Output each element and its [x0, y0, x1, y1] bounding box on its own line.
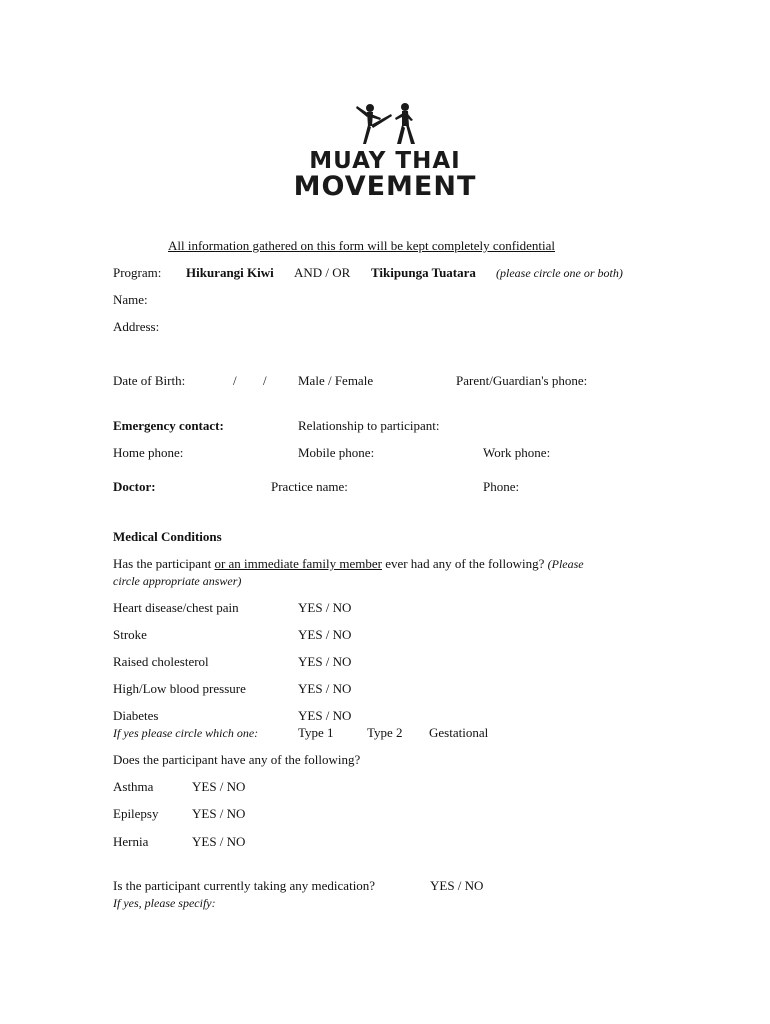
- participant-answer-asthma[interactable]: YES / NO: [192, 779, 246, 794]
- condition-answer-stroke[interactable]: YES / NO: [298, 627, 352, 642]
- medication-question: Is the participant currently taking any medication?: [113, 878, 376, 893]
- diabetes-type-1[interactable]: Type 1: [298, 725, 334, 740]
- participant-label-hernia: Hernia: [113, 834, 149, 849]
- confidential-notice: All information gathered on this form will be kept completely confidential: [168, 238, 556, 253]
- program-option-hikurangi[interactable]: Hikurangi Kiwi: [186, 265, 274, 280]
- program-hint: (please circle one or both): [496, 266, 623, 280]
- medication-hint: If yes, please specify:: [113, 896, 216, 910]
- address-label: Address:: [113, 319, 160, 334]
- condition-answer-blood-pressure[interactable]: YES / NO: [298, 681, 352, 696]
- diabetes-type-2[interactable]: Type 2: [367, 725, 403, 740]
- program-option-tikipunga[interactable]: Tikipunga Tuatara: [371, 265, 476, 280]
- doctor-phone-label: Phone:: [483, 479, 520, 494]
- relationship-label: Relationship to participant:: [298, 418, 440, 433]
- practice-name-label: Practice name:: [271, 479, 348, 494]
- work-phone-label: Work phone:: [483, 445, 551, 460]
- dob-separator-1: /: [233, 373, 237, 388]
- medication-answer[interactable]: YES / NO: [430, 878, 484, 893]
- medical-heading: Medical Conditions: [113, 529, 222, 544]
- logo-line-1: MUAY THAI: [309, 148, 461, 174]
- doctor-label: Doctor:: [113, 479, 156, 494]
- parent-phone-label: Parent/Guardian's phone:: [456, 373, 588, 388]
- condition-answer-heart[interactable]: YES / NO: [298, 600, 352, 615]
- participant-label-epilepsy: Epilepsy: [113, 806, 159, 821]
- emergency-contact-label: Emergency contact:: [113, 418, 224, 433]
- program-label: Program:: [113, 265, 162, 280]
- condition-label-cholesterol: Raised cholesterol: [113, 654, 209, 669]
- home-phone-label: Home phone:: [113, 445, 184, 460]
- dob-label: Date of Birth:: [113, 373, 186, 388]
- condition-label-diabetes: Diabetes: [113, 708, 159, 723]
- condition-label-stroke: Stroke: [113, 627, 147, 642]
- dob-separator-2: /: [263, 373, 267, 388]
- mobile-phone-label: Mobile phone:: [298, 445, 375, 460]
- participant-answer-hernia[interactable]: YES / NO: [192, 834, 246, 849]
- condition-answer-diabetes[interactable]: YES / NO: [298, 708, 352, 723]
- medical-question-pre: Has the participant: [113, 556, 215, 571]
- name-label: Name:: [113, 292, 148, 307]
- logo-line-2: MOVEMENT: [293, 171, 477, 202]
- condition-label-blood-pressure: High/Low blood pressure: [113, 681, 246, 696]
- medical-question-post: ever had any of the following?: [381, 556, 545, 571]
- condition-answer-cholesterol[interactable]: YES / NO: [298, 654, 352, 669]
- participant-answer-epilepsy[interactable]: YES / NO: [192, 806, 246, 821]
- participant-label-asthma: Asthma: [113, 779, 154, 794]
- medical-question-underlined: or an immediate family member: [214, 556, 382, 571]
- diabetes-gestational[interactable]: Gestational: [429, 725, 489, 740]
- logo: [290, 96, 480, 206]
- diabetes-hint: If yes please circle which one:: [113, 726, 259, 740]
- medical-question: [113, 556, 584, 572]
- condition-label-heart: Heart disease/chest pain: [113, 600, 239, 615]
- medical-question-hint-2: circle appropriate answer): [113, 574, 242, 588]
- fighters-icon: [347, 100, 427, 148]
- participant-question: Does the participant have any of the following?: [113, 752, 361, 767]
- program-joiner: AND / OR: [294, 265, 351, 280]
- gender-options[interactable]: Male / Female: [298, 373, 374, 388]
- medical-question-hint-1: (Please: [547, 557, 584, 571]
